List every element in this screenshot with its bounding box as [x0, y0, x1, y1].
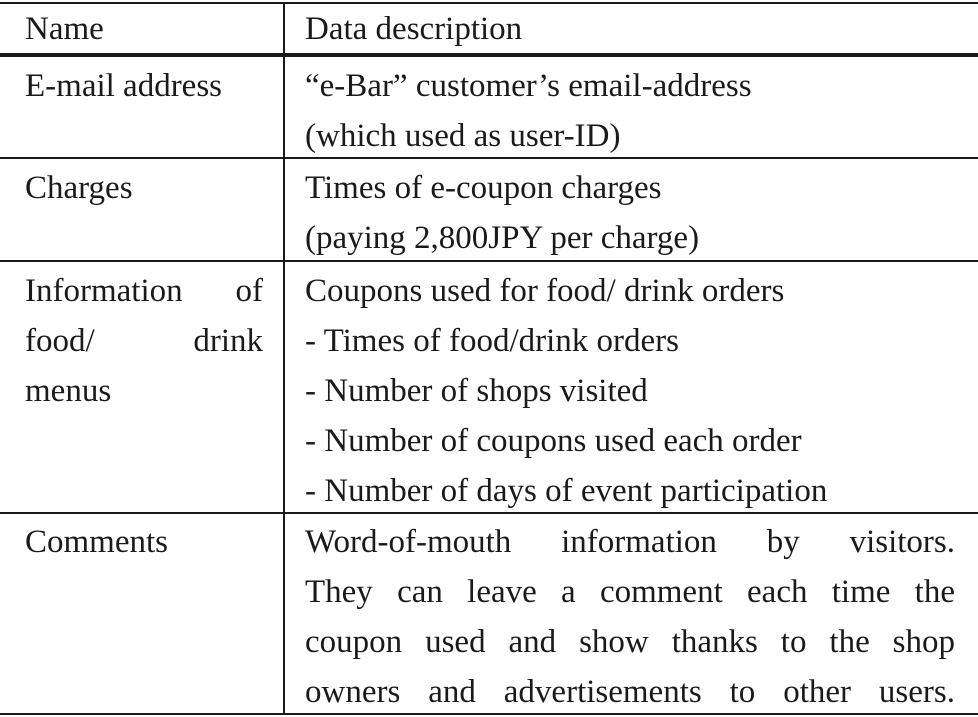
table-row-name: Comments — [25, 524, 169, 560]
table-row-name: Information of food/ drink menus — [25, 273, 263, 409]
table-row-name: Charges — [25, 170, 133, 206]
column-divider — [283, 2, 285, 715]
table-row-description: Word-of-mouth information by visitors. They can leave a comment each time the coupon used and show thanks to the shop owners and advertisements to other users. — [305, 524, 955, 710]
header-name: Name — [25, 11, 104, 47]
table-row-description: Times of e-coupon charges (paying 2,800JPY per charge) — [305, 170, 700, 256]
table-row-description: Coupons used for food/ drink orders - Times of food/drink orders - Number of shops visited - Number of coupons used each order - Number of days of event participation — [305, 273, 828, 509]
header-description: Data description — [305, 11, 523, 47]
table-row-name: E-mail address — [25, 68, 223, 104]
table-row-description: “e-Bar” customer’s email-address (which used as user-ID) — [305, 68, 752, 154]
